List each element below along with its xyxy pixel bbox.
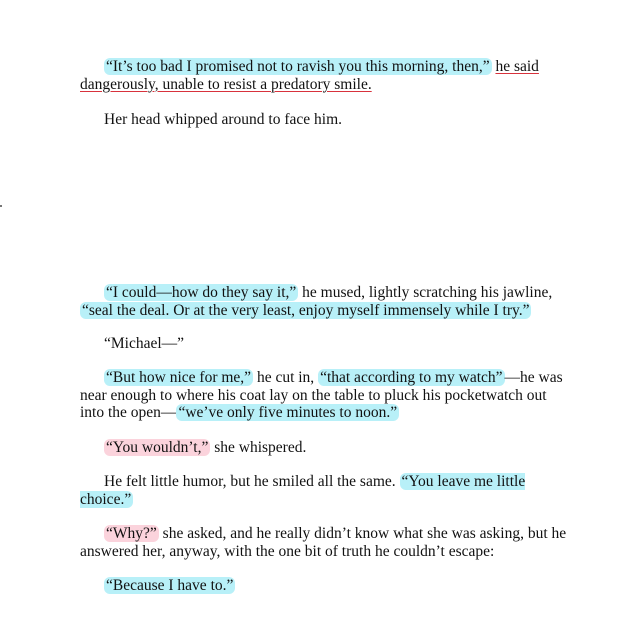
dialogue-span: “You leave me little choice.” — [80, 473, 526, 508]
page-edge-mark — [0, 205, 2, 207]
narration-span: she whispered. — [210, 439, 307, 456]
paragraph-9 — [80, 577, 570, 595]
dialogue-span-pink: “You wouldn’t,” — [106, 439, 209, 456]
dialogue-span: “that according to my watch” — [320, 369, 503, 386]
narration-span: Her head whipped around to face him. — [104, 111, 343, 128]
paragraph-6 — [80, 439, 570, 457]
dialogue-span: “Because I have to.” — [106, 577, 234, 594]
dialogue-span: “seal the deal. Or at the very least, enjoy myself immensely while I try.” — [82, 301, 530, 319]
dialogue-span: “It’s too bad I promised not to ravish you this morning, then,” — [106, 58, 490, 75]
paragraph-8 — [80, 525, 570, 560]
dialogue-span: “we’ve only five minutes to noon.” — [178, 404, 398, 421]
narration-span: he cut in, — [253, 369, 319, 386]
narration-span: He felt little humor, but he smiled all the same. — [104, 473, 400, 490]
paragraph-2 — [80, 111, 570, 129]
paragraph-4 — [80, 335, 570, 353]
underlined-narration-span: he said dangerously, unable to resist a predatory smile. — [80, 58, 539, 93]
narration-span: —he was near enough to where his coat lay on the table to pluck his pocketwatch out into the open— — [80, 369, 563, 421]
paragraph-5 — [80, 369, 570, 422]
dialogue-span-pink: “Why?” — [106, 525, 157, 542]
dialogue-span: “I could—how do they say it,” — [106, 284, 297, 301]
dialogue-plain-span: “Michael—” — [104, 335, 185, 352]
narration-span: she asked, and he really didn’t know what she was asking, but he answered her, anyway, with the one bit of truth he couldn’t escape: — [80, 525, 567, 560]
narration-span: he mused, lightly scratching his jawline, — [298, 284, 553, 301]
paragraph-7 — [80, 473, 570, 508]
dialogue-span: “But how nice for me,” — [106, 369, 252, 386]
paragraph-3 — [80, 284, 570, 319]
paragraph-1 — [80, 58, 570, 93]
